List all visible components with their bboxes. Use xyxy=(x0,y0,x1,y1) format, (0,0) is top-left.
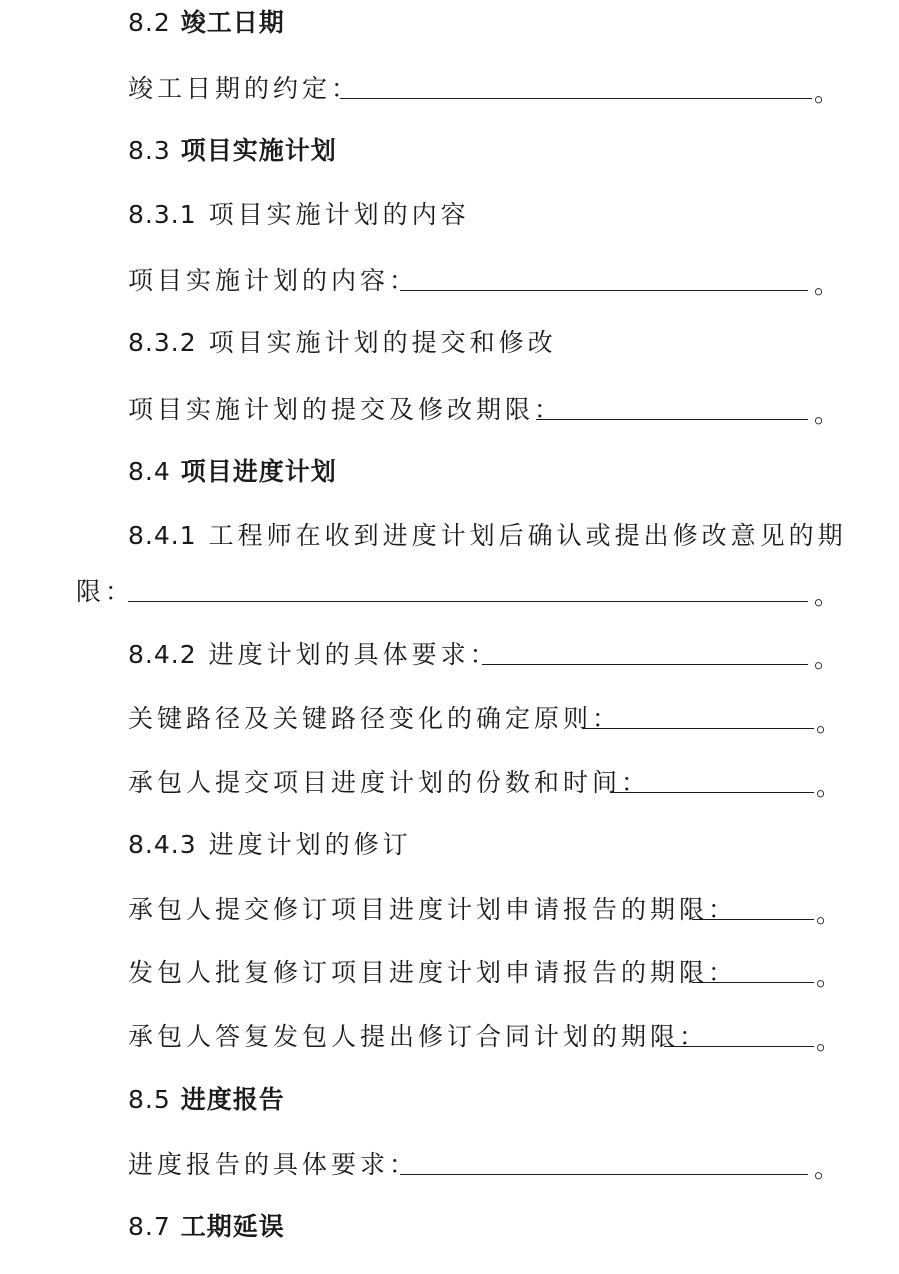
heading-title: 项目进度计划 xyxy=(180,457,337,486)
heading-8-7 xyxy=(128,1210,285,1244)
period-mark: 。 xyxy=(816,899,842,928)
contractor-submit-revision-label: 承包人提交修订项目进度计划申请报告的期限： xyxy=(128,895,738,924)
schedule-copies-label: 承包人提交项目进度计划的份数和时间： xyxy=(128,768,651,797)
plan-submit-deadline-blank[interactable] xyxy=(536,419,808,420)
contractor-submit-revision-blank[interactable] xyxy=(692,919,814,920)
plan-content-label: 项目实施计划的内容： xyxy=(128,266,419,295)
heading-title: 进度报告 xyxy=(180,1085,285,1114)
heading-8-3 xyxy=(128,134,337,168)
contractor-reply-revision-blank[interactable] xyxy=(664,1046,814,1047)
schedule-copies-blank[interactable] xyxy=(610,792,814,793)
plan-submit-deadline-label: 项目实施计划的提交及修改期限： xyxy=(128,395,564,424)
contractor-reply-revision-label: 承包人答复发包人提出修订合同计划的期限： xyxy=(128,1022,709,1051)
subheading-number: 8.4.3 xyxy=(128,830,197,859)
critical-path-blank[interactable] xyxy=(582,728,814,729)
heading-8-2 xyxy=(128,6,285,40)
completion-date-blank[interactable] xyxy=(340,98,812,99)
period-mark: 。 xyxy=(814,270,840,299)
heading-title: 工期延误 xyxy=(180,1212,285,1241)
heading-number: 8.2 xyxy=(128,8,171,37)
heading-number: 8.7 xyxy=(128,1212,171,1241)
progress-report-label: 进度报告的具体要求： xyxy=(128,1150,419,1179)
subheading-title: 进度计划的修订 xyxy=(208,830,412,859)
period-mark: 。 xyxy=(814,644,840,673)
plan-content-blank[interactable] xyxy=(400,290,808,291)
subheading-number: 8.3.2 xyxy=(128,328,197,357)
employer-approve-revision-label: 发包人批复修订项目进度计划申请报告的期限： xyxy=(128,958,738,987)
period-mark: 。 xyxy=(814,78,840,107)
heading-number: 8.5 xyxy=(128,1085,171,1114)
period-mark: 。 xyxy=(814,1154,840,1183)
period-mark: 。 xyxy=(816,772,842,801)
heading-number: 8.3 xyxy=(128,136,171,165)
period-mark: 。 xyxy=(816,962,842,991)
clause-8-4-2 xyxy=(128,638,499,672)
clause-text: 工程师在收到进度计划后确认或提出修改意见的期 xyxy=(208,521,847,550)
subheading-8-4-3 xyxy=(128,828,412,862)
clause-number: 8.4.2 xyxy=(128,640,197,669)
completion-date-label: 竣工日期的约定： xyxy=(128,74,361,103)
clause-8-4-1 xyxy=(128,519,847,553)
period-mark: 。 xyxy=(814,399,840,428)
heading-number: 8.4 xyxy=(128,457,171,486)
progress-report-blank[interactable] xyxy=(400,1174,808,1175)
employer-approve-revision-blank[interactable] xyxy=(692,982,814,983)
heading-title: 项目实施计划 xyxy=(180,136,337,165)
clause-number: 8.4.1 xyxy=(128,521,197,550)
heading-title: 竣工日期 xyxy=(180,8,285,37)
subheading-title: 项目实施计划的提交和修改 xyxy=(208,328,557,357)
clause-8-4-1-continuation: 限： xyxy=(76,577,135,606)
clause-text: 进度计划的具体要求： xyxy=(208,640,499,669)
period-mark: 。 xyxy=(816,708,842,737)
subheading-title: 项目实施计划的内容 xyxy=(208,200,470,229)
critical-path-label: 关键路径及关键路径变化的确定原则： xyxy=(128,704,622,733)
subheading-8-3-2 xyxy=(128,326,557,360)
heading-8-4 xyxy=(128,455,337,489)
engineer-review-deadline-blank[interactable] xyxy=(128,601,808,602)
subheading-number: 8.3.1 xyxy=(128,200,197,229)
schedule-requirements-blank[interactable] xyxy=(482,664,808,665)
period-mark: 。 xyxy=(816,1026,842,1055)
heading-8-5 xyxy=(128,1083,285,1117)
subheading-8-3-1 xyxy=(128,198,470,232)
period-mark: 。 xyxy=(814,581,840,610)
